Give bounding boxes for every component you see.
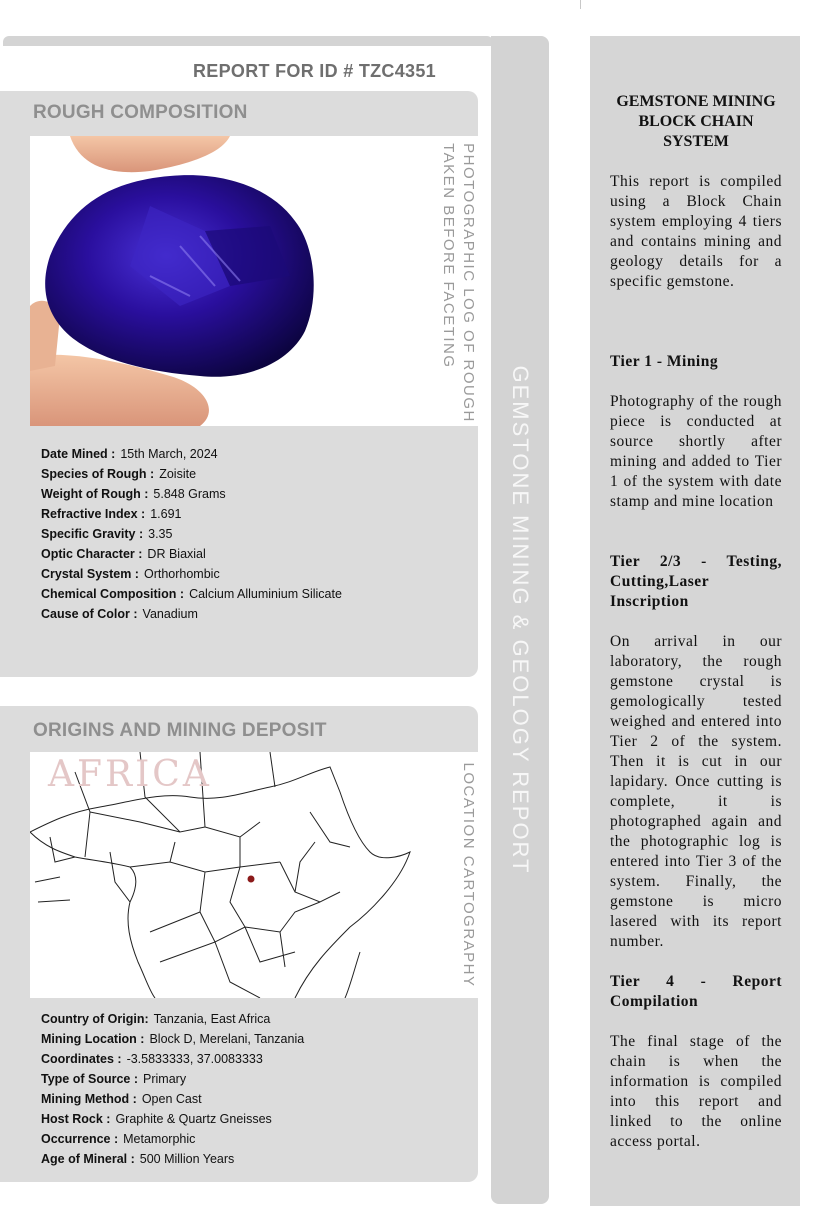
detail-label: Type of Source : bbox=[41, 1072, 139, 1086]
tier23-text: On arrival in our laboratory, the rough gemstone crystal is gemologically tested weighed and entered into Tier 2 of the system. Then it is cut in our lapidary. Once cutting is complete, it is photographed again and the photographic log is entered into Tier 3 of the system. Finally, the gemstone is micro lasered with its report number. bbox=[610, 633, 782, 950]
map-caption: LOCATION CARTOGRAPHY bbox=[460, 762, 477, 988]
report-id-heading: REPORT FOR ID # TZC4351 bbox=[193, 61, 436, 81]
detail-row bbox=[41, 464, 342, 484]
rough-caption-line2: TAKEN BEFORE FACETING bbox=[440, 143, 457, 369]
detail-label: Cause of Color : bbox=[41, 607, 138, 621]
detail-row bbox=[41, 1089, 304, 1109]
detail-label: Mining Method : bbox=[41, 1092, 137, 1106]
tier23-heading: Tier 2/3 - Testing, Cutting,Laser Inscription bbox=[610, 553, 782, 610]
detail-label: Date Mined : bbox=[41, 447, 116, 461]
tier1-text: Photography of the rough piece is conducted at source shortly after mining and added to Tier 1 of the system with date stamp and mine location bbox=[610, 393, 782, 510]
detail-row bbox=[41, 1009, 304, 1029]
map-region-title: AFRICA bbox=[48, 754, 212, 795]
tier4-text: The final stage of the chain is when the information is compiled into this report and linked to the online access portal. bbox=[610, 1033, 782, 1150]
detail-row bbox=[41, 1049, 304, 1069]
detail-label: Chemical Composition : bbox=[41, 587, 185, 601]
detail-value: Orthorhombic bbox=[143, 567, 220, 581]
rough-gemstone-image bbox=[30, 136, 478, 426]
detail-label: Occurrence : bbox=[41, 1132, 119, 1146]
detail-label: Host Rock : bbox=[41, 1112, 111, 1126]
detail-value: 3.35 bbox=[148, 527, 173, 541]
detail-row bbox=[41, 484, 342, 504]
detail-row bbox=[41, 1129, 304, 1149]
detail-row bbox=[41, 524, 342, 544]
detail-value: Open Cast bbox=[141, 1092, 202, 1106]
rough-caption-line1: PHOTOGRAPHIC LOG OF ROUGH bbox=[460, 143, 477, 423]
detail-label: Coordinates : bbox=[41, 1052, 122, 1066]
sidebar-intro: This report is compiled using a Block Chain system employing 4 tiers and contains mining and geology details for a specific gemstone. bbox=[610, 173, 782, 290]
detail-value: Vanadium bbox=[142, 607, 198, 621]
detail-label: Species of Rough : bbox=[41, 467, 155, 481]
rough-composition-title: ROUGH COMPOSITION bbox=[33, 102, 248, 123]
detail-row bbox=[41, 1069, 304, 1089]
detail-value: 5.848 Grams bbox=[153, 487, 226, 501]
detail-value: 1.691 bbox=[150, 507, 182, 521]
tier4-heading: Tier 4 - Report Compilation bbox=[610, 973, 782, 1010]
detail-row bbox=[41, 544, 342, 564]
detail-value: -3.5833333, 37.0083333 bbox=[126, 1052, 263, 1066]
detail-label: Weight of Rough : bbox=[41, 487, 149, 501]
mine-location-marker bbox=[248, 876, 255, 883]
detail-label: Specific Gravity : bbox=[41, 527, 144, 541]
detail-value: Zoisite bbox=[159, 467, 197, 481]
top-header-strip bbox=[3, 36, 493, 46]
detail-row bbox=[41, 504, 342, 524]
rough-photo bbox=[30, 136, 478, 426]
tier1-heading: Tier 1 - Mining bbox=[610, 353, 719, 370]
detail-value: DR Biaxial bbox=[147, 547, 206, 561]
detail-value: Primary bbox=[143, 1072, 187, 1086]
detail-value: Calcium Alluminium Silicate bbox=[189, 587, 342, 601]
detail-row bbox=[41, 1109, 304, 1129]
detail-label: Mining Location : bbox=[41, 1032, 145, 1046]
detail-row bbox=[41, 1149, 304, 1169]
origin-details-list bbox=[41, 1009, 304, 1169]
detail-value: Metamorphic bbox=[123, 1132, 196, 1146]
origins-title: ORIGINS AND MINING DEPOSIT bbox=[33, 720, 327, 741]
detail-row bbox=[41, 564, 342, 584]
sidebar-title: GEMSTONE MINING BLOCK CHAIN SYSTEM bbox=[616, 93, 776, 150]
top-divider-tick bbox=[580, 0, 581, 9]
detail-value: 500 Million Years bbox=[139, 1152, 235, 1166]
detail-label: Refractive Index : bbox=[41, 507, 146, 521]
detail-row bbox=[41, 1029, 304, 1049]
detail-row bbox=[41, 444, 342, 464]
detail-row bbox=[41, 584, 342, 604]
detail-value: Tanzania, East Africa bbox=[153, 1012, 271, 1026]
detail-label: Optic Character : bbox=[41, 547, 143, 561]
detail-label: Country of Origin: bbox=[41, 1012, 149, 1026]
rough-photo-caption bbox=[438, 143, 478, 423]
detail-value: Block D, Merelani, Tanzania bbox=[149, 1032, 305, 1046]
detail-label: Crystal System : bbox=[41, 567, 139, 581]
spine-title: GEMSTONE MINING & GEOLOGY REPORT bbox=[508, 365, 533, 875]
detail-value: 15th March, 2024 bbox=[120, 447, 218, 461]
rough-details-list bbox=[41, 444, 342, 624]
detail-row bbox=[41, 604, 342, 624]
detail-label: Age of Mineral : bbox=[41, 1152, 135, 1166]
detail-value: Graphite & Quartz Gneisses bbox=[115, 1112, 272, 1126]
